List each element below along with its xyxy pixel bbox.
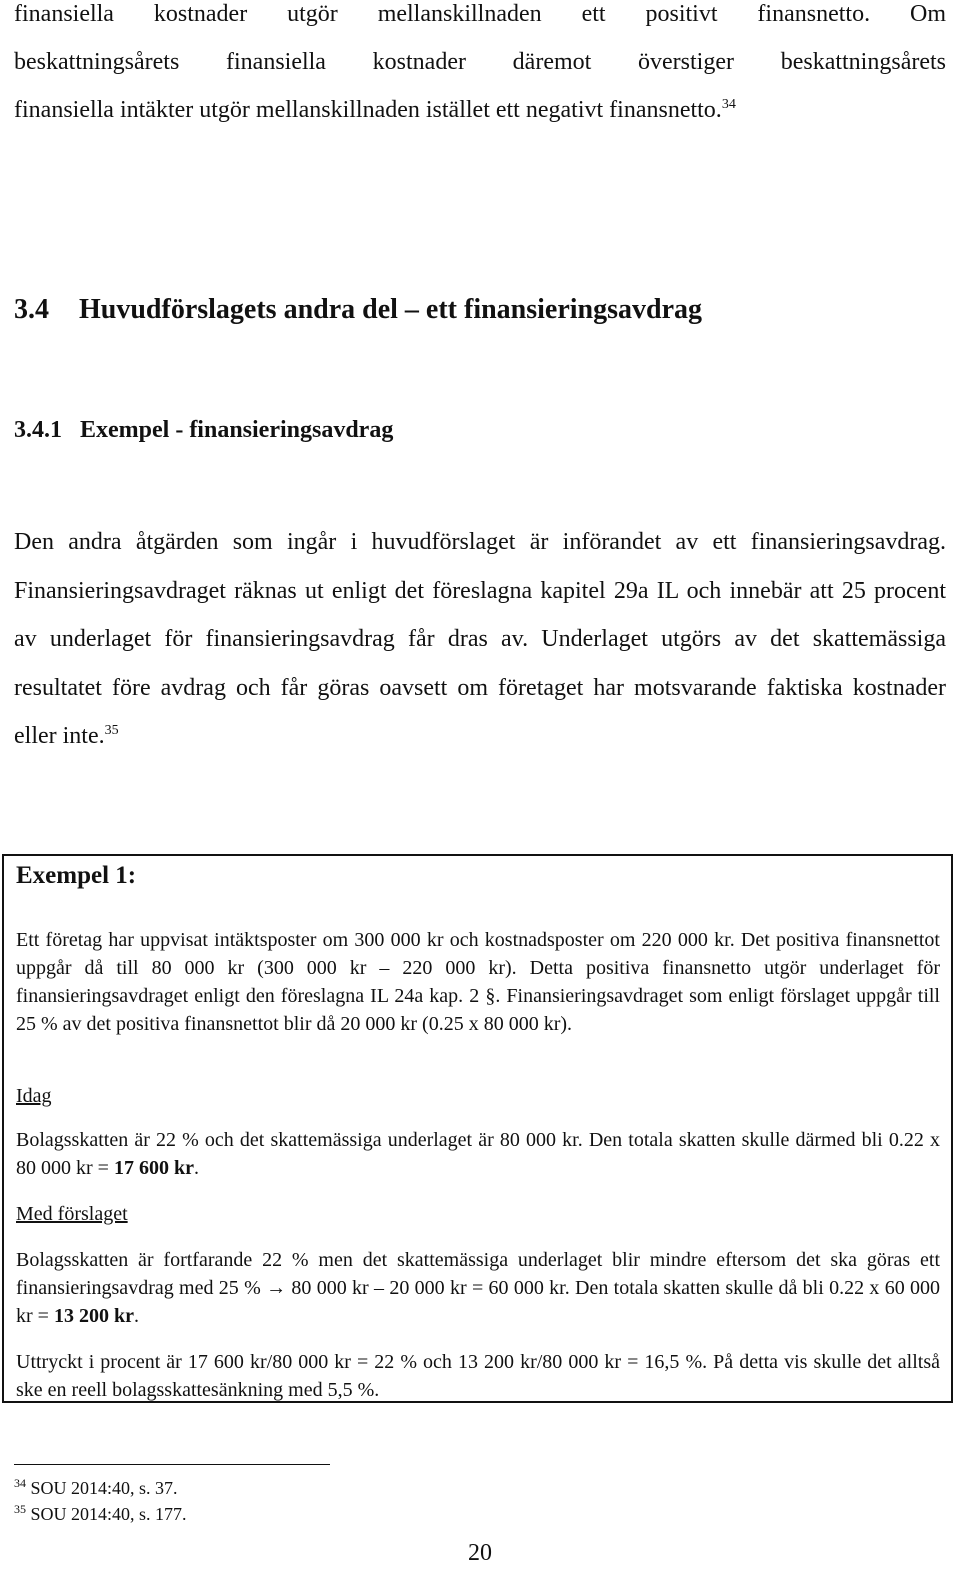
footnote-35-number: 35 bbox=[14, 1502, 26, 1516]
section-heading bbox=[14, 290, 702, 330]
intro-line-3-text: finansiella intäkter utgör mellanskillnaden istället ett negativt finansnetto. bbox=[14, 97, 722, 123]
footnote-ref-34[interactable]: 34 bbox=[721, 97, 736, 112]
idag-text bbox=[16, 1126, 940, 1182]
example-title: Exempel 1: bbox=[16, 862, 137, 889]
footnote-34-number: 34 bbox=[14, 1476, 26, 1490]
footnote-34 bbox=[14, 1476, 178, 1500]
intro-line-3 bbox=[14, 86, 946, 135]
example-box bbox=[2, 854, 953, 1403]
footnote-ref-35[interactable]: 35 bbox=[104, 723, 119, 738]
med-result: 13 200 kr bbox=[53, 1305, 134, 1327]
arrow-icon: → bbox=[266, 1277, 287, 1299]
med-text-a: Bolagsskatten är fortfarande 22 % men det skattemässiga underlaget blir mindre eftersom det ska göras ett finansieringsavdrag med 25 % bbox=[16, 1249, 940, 1299]
intro-line-2: beskattningsårets finansiella kostnader däremot överstiger beskattningsårets bbox=[14, 49, 946, 75]
subsection-title: Exempel - finansieringsavdrag bbox=[80, 417, 394, 443]
example-conclusion: Uttryckt i procent är 17 600 kr/80 000 kr = 22 % och 13 200 kr/80 000 kr = 16,5 %. På detta vis skulle det alltså ske en reell bolagsskattesänkning med 5,5 %. bbox=[16, 1351, 940, 1401]
footnote-34-text: SOU 2014:40, s. 37. bbox=[30, 1478, 178, 1498]
med-forslaget-heading: Med förslaget bbox=[16, 1203, 128, 1225]
med-forslaget-text bbox=[16, 1246, 940, 1330]
idag-period: . bbox=[193, 1157, 199, 1179]
footnote-separator bbox=[14, 1464, 330, 1465]
section-number: 3.4 bbox=[14, 294, 49, 325]
med-period: . bbox=[133, 1305, 139, 1327]
example-intro: Ett företag har uppvisat intäktsposter om 300 000 kr och kostnadsposter om 220 000 kr. Det positiva finansnettot uppgår då till 80 000 kr (300 000 kr – 220 000 kr). Detta positiva finansnetto utgör underlaget för finansieringsavdraget enligt den föreslagna IL 24a kap. 2 §. Finansieringsavdraget som enligt förslaget uppgår till 25 % av det positiva finansnettot blir då 20 000 kr (0.25 x 80 000 kr). bbox=[16, 929, 940, 1035]
subsection-heading bbox=[14, 412, 393, 448]
med-text-b: 80 000 kr – 20 000 kr = 60 000 kr. Den totala skatten skulle då bli 0.22 x 60 000 kr = bbox=[16, 1277, 941, 1327]
body-paragraph-text: Den andra åtgärden som ingår i huvudförslaget är införandet av ett finansieringsavdrag. Finansieringsavdraget räknas ut enligt det föreslagna kapitel 29a IL och innebär att 25 procent av underlaget för finansieringsavdrag får dras av. Underlaget utgörs av det skattemässiga resultatet före avdrag och får göras oavsett om företaget har motsvarande faktiska kostnader eller inte. bbox=[14, 529, 946, 749]
body-paragraph bbox=[14, 518, 946, 761]
intro-line-1: finansiella kostnader utgör mellanskillnaden ett positivt finansnetto. Om bbox=[14, 1, 946, 27]
idag-heading: Idag bbox=[16, 1085, 52, 1107]
idag-text-body: Bolagsskatten är 22 % och det skattemässiga underlaget är 80 000 kr. Den totala skatten skulle därmed bli 0.22 x 80 000 kr = bbox=[16, 1129, 940, 1179]
footnote-35 bbox=[14, 1502, 187, 1526]
subsection-number: 3.4.1 bbox=[14, 417, 62, 443]
idag-result: 17 600 kr bbox=[113, 1157, 194, 1179]
page-number: 20 bbox=[468, 1540, 492, 1566]
footnote-35-text: SOU 2014:40, s. 177. bbox=[30, 1504, 187, 1524]
section-title: Huvudförslagets andra del – ett finansieringsavdrag bbox=[79, 294, 703, 325]
